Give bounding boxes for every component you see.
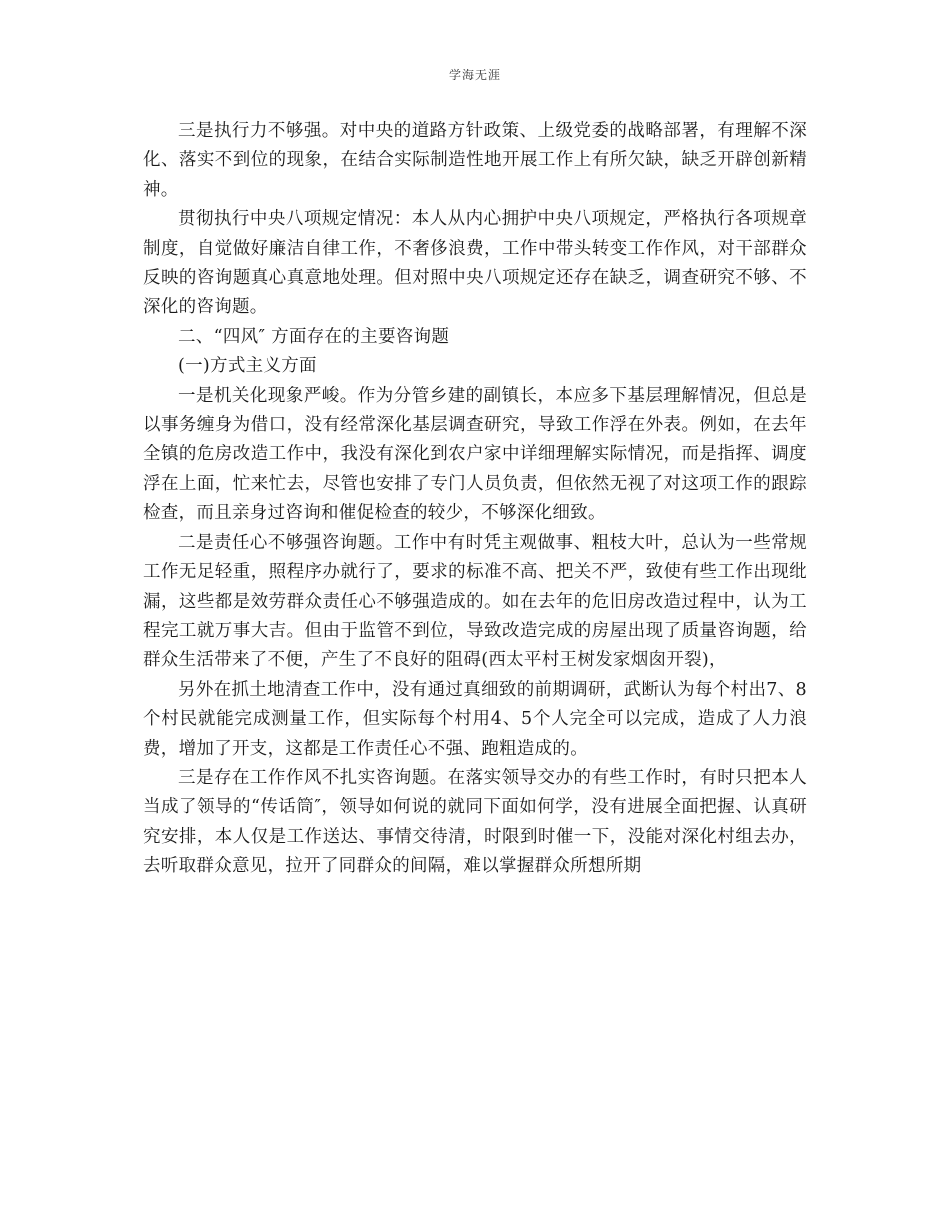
paragraph-work-style: 三是存在工作作风不扎实咨询题。在落实领导交办的有些工作时，有时只把本人当成了领导的“传话筒″，领导如何说的就同下面如何学，没有进展全面把握、认真研究安排，本人仅是工作送达、事情交待清，时限到时催一下，没能对深化村组去办，去听取群众意见，拉开了同群众的间隔，难以掌握群众所想所期 — [143, 767, 807, 877]
paragraph-eight-rules: 贯彻执行中央八项规定情况：本人从内心拥护中央八项规定，严格执行各项规章制度，自觉做好廉洁自律工作，不奢侈浪费，工作中带头转变工作作风，对干部群众反映的咨询题真心真意地处理。但对照中央八项规定还存在缺乏，调查研究不够、不深化的咨询题。 — [143, 209, 807, 318]
document-body — [143, 117, 807, 882]
section-heading-four-winds: 二、“四风″ 方面存在的主要咨询题 — [178, 326, 450, 347]
paragraph-execution: 三是执行力不够强。对中央的道路方针政策、上级党委的战略部署，有理解不深化、落实不到位的现象，在结合实际制造性地开展工作上有所欠缺，缺乏开辟创新精神。 — [143, 121, 807, 200]
page-header: 学海无涯 — [448, 68, 501, 82]
paragraph-land-survey: 另外在抓土地清查工作中，没有通过真细致的前期调研，武断认为每个村出7、8个村民就能完成测量工作，但实际每个村用4、5个人完全可以完成，造成了人力浪费，增加了开支，这都是工作责任心不强、跑粗造成的。 — [143, 679, 807, 759]
subsection-heading-formalism: (一)方式主义方面 — [178, 356, 317, 377]
paragraph-bureaucratization: 一是机关化现象严峻。作为分管乡建的副镇长，本应多下基层理解情况，但总是以事务缠身为借口，没有经常深化基层调查研究，导致工作浮在外表。例如，在去年全镇的危房改造工作中，我没有深化到农户家中详细理解实际情况，而是指挥、调度浮在上面，忙来忙去，尽管也安排了专门人员负责，但依然无视了对这项工作的跟踪检查，而且亲身过咨询和催促检查的较少，不够深化细致。 — [143, 385, 807, 524]
paragraph-responsibility: 二是责任心不够强咨询题。工作中有时凭主观做事、粗枝大叶，总认为一些常规工作无足轻重，照程序办就行了，要求的标准不高、把关不严，致使有些工作出现纰漏，这些都是效劳群众责任心不够强造成的。如在去年的危旧房改造过程中，认为工程完工就万事大吉。但由于监管不到位，导致改造完成的房屋出现了质量咨询题，给群众生活带来了不便，产生了不良好的阻碍(西太平村王树发家烟囱开裂)， — [143, 532, 807, 671]
